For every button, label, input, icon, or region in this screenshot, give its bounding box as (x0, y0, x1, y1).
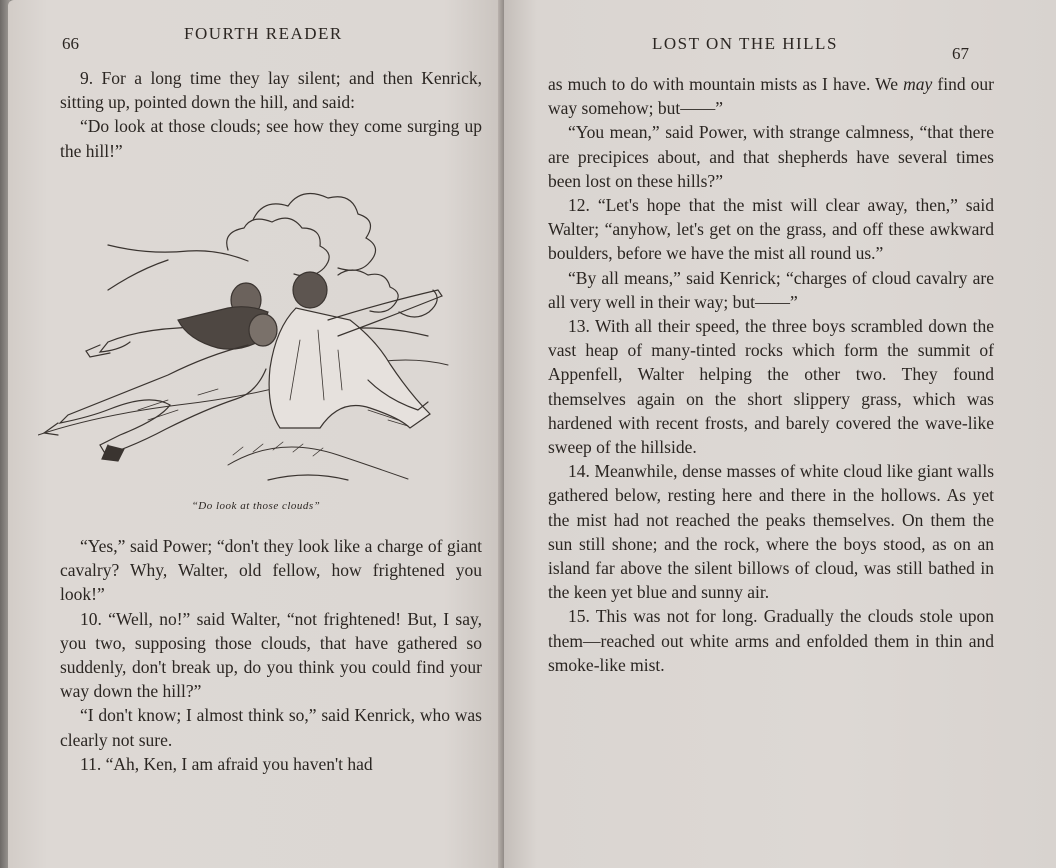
right-running-head: LOST ON THE HILLS (652, 34, 838, 53)
paragraph: 9. For a long time they lay silent; and then Kenrick, sitting up, pointed down the hill, and said: (60, 68, 482, 113)
illustration-boys-on-hill (38, 180, 458, 500)
paragraph: 12. “Let's hope that the mist will clear away, then,” said Walter; “anyhow, let's get on the grass, and off these awkward boulders, before we have the mist all round us.” (548, 195, 994, 264)
text-run: find our way somehow; but——” (548, 74, 994, 119)
paragraph: 14. Meanwhile, dense masses of white cloud like giant walls gathered below, resting here and there in the hollows. As yet the mist had not reached the peaks themselves. On them the sun still shone; and the rock, where the boys stood, as on an island far above the silent billows of cloud, was still bathed in the keen yet blue and sunny air. (548, 461, 994, 603)
paragraph: 13. With all their speed, the three boys scrambled down the vast heap of many-tinted rocks which form the summit of Appenfell, Walter helping the other two. They found themselves again on the short slippery grass, which was hardened with recent frosts, and barely covered the wave-like sweep of the hillside. (548, 316, 994, 458)
left-running-head: FOURTH READER (184, 24, 343, 43)
text-run: as much to do with mountain mists as I have. We (548, 74, 904, 94)
paragraph: “Do look at those clouds; see how they come surging up the hill!” (60, 116, 482, 161)
paragraph: “I don't know; I almost think so,” said Kenrick, who was clearly not sure. (60, 705, 482, 750)
right-page (504, 0, 1056, 868)
paragraph: 11. “Ah, Ken, I am afraid you haven't had (80, 753, 373, 774)
left-page-number: 66 (62, 34, 79, 53)
right-page-number: 67 (952, 44, 969, 63)
illustration-caption: “Do look at those clouds” (191, 500, 321, 512)
paragraph (548, 72, 994, 120)
paragraph: “You mean,” said Power, with strange calmness, “that there are precipices about, and that shepherds have several times been lost on these hills?” (548, 122, 994, 191)
text-run-italic: may (903, 74, 933, 94)
left-text-top (60, 66, 482, 163)
left-text-bottom (60, 534, 482, 776)
paragraph: 10. “Well, no!” said Walter, “not frightened! But, I say, you two, supposing those clouds, that have gathered so suddenly, don't break up, do you think you could find your way down the hill?” (60, 608, 482, 702)
left-page (8, 0, 504, 868)
paragraph: 15. This was not for long. Gradually the clouds stole upon them—reached out white arms and enfolded them in thin and smoke-like mist. (548, 606, 994, 675)
paragraph: “Yes,” said Power; “don't they look like a charge of giant cavalry? Why, Walter, old fellow, how frightened you look!” (60, 536, 482, 605)
paragraph: “By all means,” said Kenrick; “charges of cloud cavalry are all very well in their way; but——” (548, 267, 994, 312)
right-text (548, 72, 994, 677)
